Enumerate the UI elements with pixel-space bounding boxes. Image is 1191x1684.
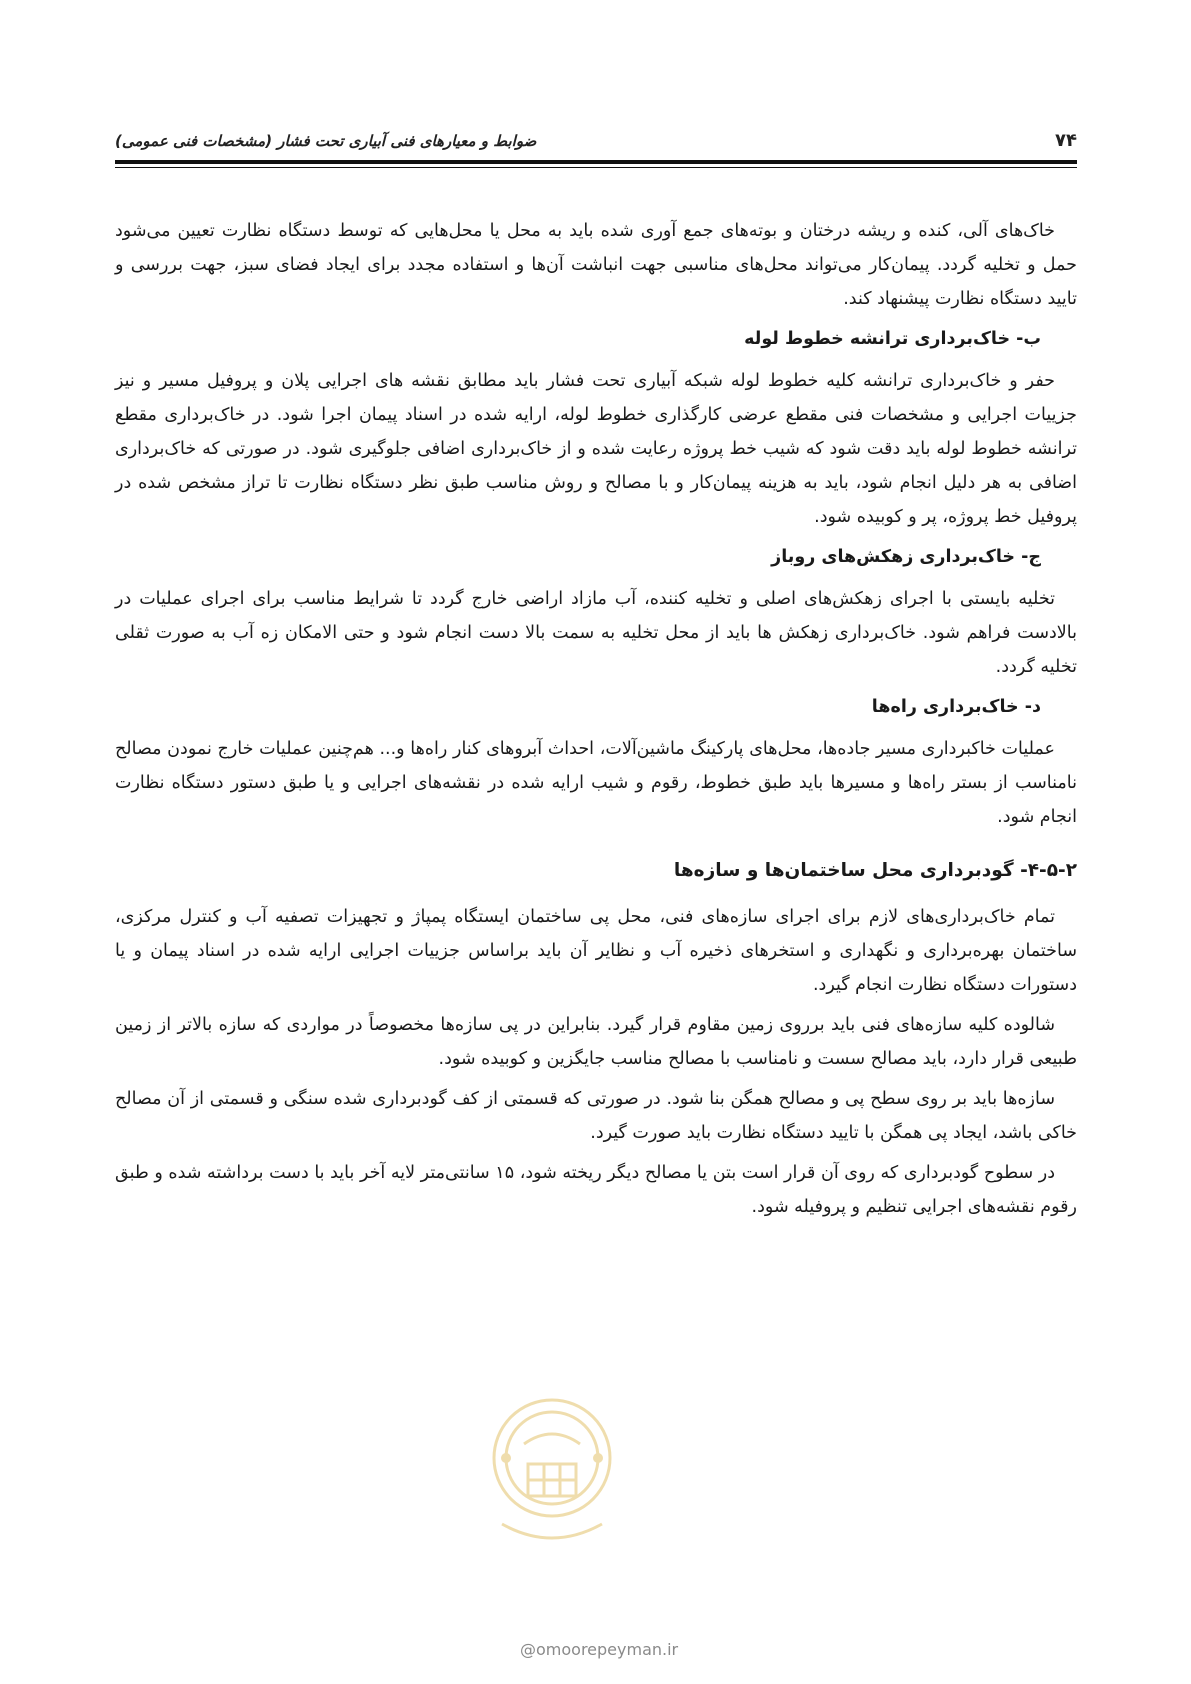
brand-text: omoorepeyman.ir: [536, 1640, 679, 1659]
header-rule-thick: [115, 160, 1077, 164]
seal-logo-icon: [484, 1384, 620, 1564]
page-header: [115, 128, 1077, 156]
main-paragraph-2: شالوده کلیه سازه‌های فنی باید برروی زمین مقاوم قرار گیرد. بنابراین در پی سازه‌ها مخصوصاً در مواردی که سازه بالاتر از زمین طبیعی قرار دارد، باید مصالح سست و نامناسب با مصالح مناسب جایگزین و کوبیده شود.: [115, 1015, 1077, 1069]
subheading-d: د- خاک‌برداری راه‌ها: [871, 697, 1041, 717]
subheading-b: ب- خاک‌برداری ترانشه خطوط لوله: [744, 329, 1041, 349]
paragraph-j-1: تخلیه بایستی با اجرای زهکش‌های اصلی و تخلیه کننده، آب مازاد اراضی خارج گردد تا شرایط مناسب برای اجرای عملیات در بالادست فراهم شود. خاک‌برداری زهکش ها باید از محل تخلیه به سمت بالا دست انجام شود و حتی الامکان زه آب به صورت ثقلی تخلیه گردد.: [115, 589, 1077, 677]
main-paragraph-1: تمام خاک‌برداری‌های لازم برای اجرای سازه‌های فنی، محل پی ساختمان ایستگاه پمپاژ و تجهیزات تصفیه آب و کنترل مرکزی، ساختمان بهره‌برداری و نگهداری و استخرهای ذخیره آب و نظایر آن باید براساس جزییات اجرایی ارایه شده در اسناد پیمان و یا دستورات دستگاه نظارت انجام گیرد.: [115, 907, 1077, 995]
header-rule-thin: [115, 167, 1077, 168]
at-sign-icon: @: [520, 1640, 536, 1659]
intro-paragraph: خاک‌های آلی، کنده و ریشه درختان و بوته‌های جمع آوری شده باید به محل یا محل‌هایی که توسط دستگاه نظارت تعیین می‌شود حمل و تخلیه گردد. پیمان‌کار می‌تواند محل‌های مناسبی جهت انباشت آن‌ها و استفاده مجدد برای ایجاد فضای سبز، جهت بررسی و تایید دستگاه نظارت پیشنهاد کند.: [115, 221, 1077, 309]
main-paragraph-4: در سطوح گودبرداری که روی آن قرار است بتن یا مصالح دیگر ریخته شود، ۱۵ سانتی‌متر لایه آخر باید با دست برداشته شده و طبق رقوم نقشه‌های اجرایی تنظیم و پروفیله شود.: [115, 1163, 1077, 1217]
header-title: ضوابط و معیارهای فنی آبیاری تحت فشار (مشخصات فنی عمومی): [115, 132, 537, 150]
page-number: ۷۴: [1055, 130, 1077, 151]
paragraph-b-1: حفر و خاک‌برداری ترانشه کلیه خطوط لوله شبکه آبیاری تحت فشار باید مطابق نقشه های اجرایی پلان و پروفیل مسیر و نیز جزییات اجرایی و مشخصات فنی مقطع عرضی کارگذاری خطوط لوله، ارایه شده در اسناد پیمان اجرا شود. در خاک‌برداری مقطع ترانشه خطوط لوله باید دقت شود که شیب خط پروژه رعایت شده و از خاک‌برداری اضافی جلوگیری شود. در صورتی که خاک‌برداری اضافی به هر دلیل انجام شود، باید به هزینه پیمان‌کار و با مصالح و روش مناسب طبق نظر دستگاه نظارت تا تراز مشخص شده در پروفیل خط پروژه، پر و کوبیده شود.: [115, 371, 1077, 527]
page-content: [115, 214, 1077, 1230]
main-paragraph-3: سازه‌ها باید بر روی سطح پی و مصالح همگن بنا شود. در صورتی که قسمتی از کف گودبرداری شده سنگی و قسمتی از آن مصالح خاکی باشد، ایجاد پی همگن با تایید دستگاه نظارت باید صورت گیرد.: [115, 1089, 1077, 1143]
section-heading: ۴-۵-۲- گودبرداری محل ساختمان‌ها و سازه‌ها: [673, 860, 1077, 881]
paragraph-d-1: عملیات خاکبرداری مسیر جاده‌ها، محل‌های پارکینگ ماشین‌آلات، احداث آبروهای کنار راه‌ها و... هم‌چنین عملیات خارج نمودن مصالح نامناسب از بستر راه‌ها و مسیرها باید طبق خطوط، رقوم و شیب ارایه شده در نقشه‌های اجرایی و یا طبق دستور دستگاه نظارت انجام شود.: [115, 739, 1077, 827]
footer-brand: [520, 1640, 678, 1659]
subheading-j: ج- خاک‌برداری زهکش‌های روباز: [771, 547, 1041, 567]
